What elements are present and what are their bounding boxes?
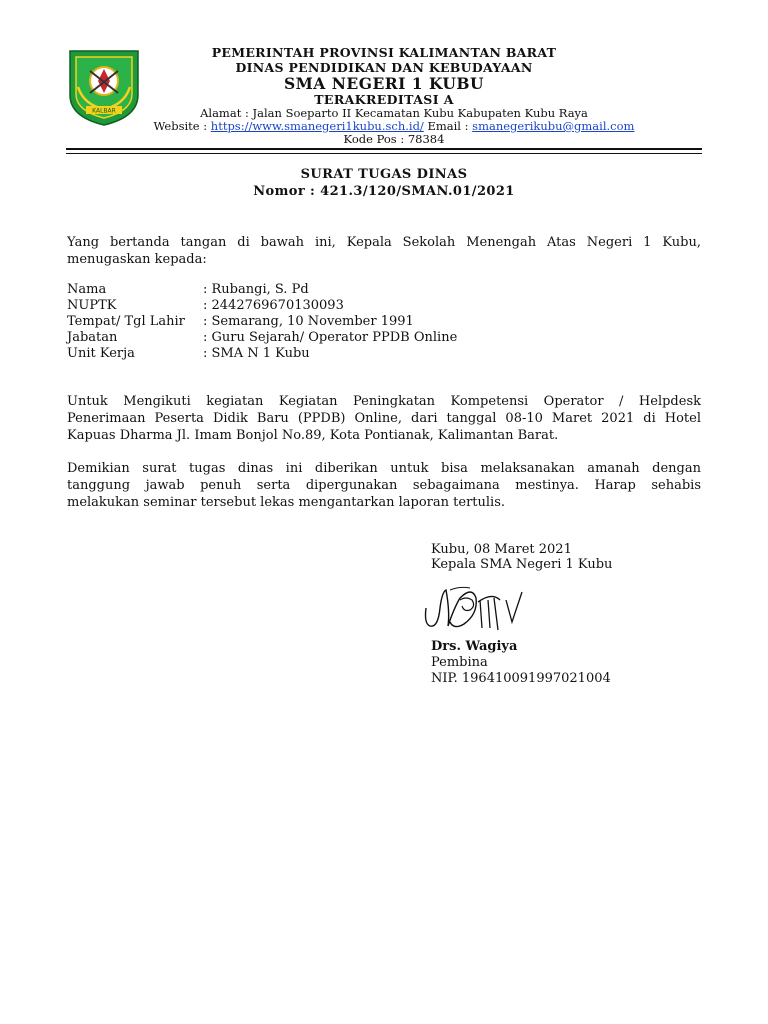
field-label: NUPTK	[67, 298, 117, 313]
field-label: Jabatan	[67, 330, 118, 345]
signature-place-date: Kubu, 08 Maret 2021	[431, 542, 572, 557]
letterhead-accreditation: TERAKREDITASI A	[314, 92, 454, 107]
field-value: : Semarang, 10 November 1991	[203, 314, 414, 329]
intro-line-2: menugaskan kepada:	[67, 252, 207, 267]
letterhead-postal-code: Kode Pos : 78384	[343, 132, 445, 146]
closing-line-3: melakukan seminar tersebut lekas mengantarkan laporan tertulis.	[67, 495, 505, 510]
email-link[interactable]: smanegerikubu@gmail.com	[472, 119, 635, 133]
signatory-rank: Pembina	[431, 655, 488, 670]
signatory-nip: NIP. 196410091997021004	[431, 671, 611, 686]
field-value: : Rubangi, S. Pd	[203, 282, 309, 297]
signature-position: Kepala SMA Negeri 1 Kubu	[431, 557, 613, 572]
signatory-name: Drs. Wagiya	[431, 639, 518, 654]
field-label: Tempat/ Tgl Lahir	[67, 314, 185, 329]
letterhead-contact	[10, 119, 768, 133]
closing-line-1: Demikian surat tugas dinas ini diberikan untuk bisa melaksanakan amanah dengan	[67, 461, 701, 476]
letterhead-address: Alamat : Jalan Soeparto II Kecamatan Kubu Kabupaten Kubu Raya	[200, 106, 588, 120]
letterhead-divider-thick	[66, 148, 702, 150]
purpose-paragraph	[67, 393, 701, 444]
purpose-line-1: Untuk Mengikuti kegiatan Kegiatan Peningkatan Kompetensi Operator / Helpdesk	[67, 394, 701, 409]
email-label: Email :	[423, 119, 473, 133]
field-value: : 2442769670130093	[203, 298, 344, 313]
letterhead-government: PEMERINTAH PROVINSI KALIMANTAN BARAT	[211, 45, 557, 60]
letterhead-divider-thin	[66, 153, 702, 154]
website-label: Website :	[153, 119, 211, 133]
letter-number: Nomor : 421.3/120/SMAN.01/2021	[253, 184, 515, 199]
field-label: Nama	[67, 282, 107, 297]
letter-title: SURAT TUGAS DINAS	[300, 167, 468, 182]
intro-paragraph	[67, 234, 701, 268]
field-label: Unit Kerja	[67, 346, 135, 361]
letterhead-school-name: SMA NEGERI 1 KUBU	[283, 74, 485, 93]
purpose-line-2: Penerimaan Peserta Didik Baru (PPDB) Online, dari tanggal 08-10 Maret 2021 di Hotel	[67, 411, 701, 426]
website-link[interactable]: https://www.smanegeri1kubu.sch.id/	[210, 119, 424, 133]
field-value: : Guru Sejarah/ Operator PPDB Online	[203, 330, 458, 345]
handwritten-signature	[420, 578, 550, 638]
letterhead-department: DINAS PENDIDIKAN DAN KEBUDAYAAN	[235, 60, 533, 75]
field-value: : SMA N 1 Kubu	[203, 346, 310, 361]
closing-line-2: tanggung jawab penuh serta dipergunakan sebagaimana mestinya. Harap sehabis	[67, 478, 701, 493]
purpose-line-3: Kapuas Dharma Jl. Imam Bonjol No.89, Kota Pontianak, Kalimantan Barat.	[67, 428, 559, 443]
intro-line-1: Yang bertanda tangan di bawah ini, Kepala Sekolah Menengah Atas Negeri 1 Kubu,	[67, 235, 701, 250]
logo-text: KALBAR	[92, 107, 116, 115]
closing-paragraph	[67, 460, 701, 511]
